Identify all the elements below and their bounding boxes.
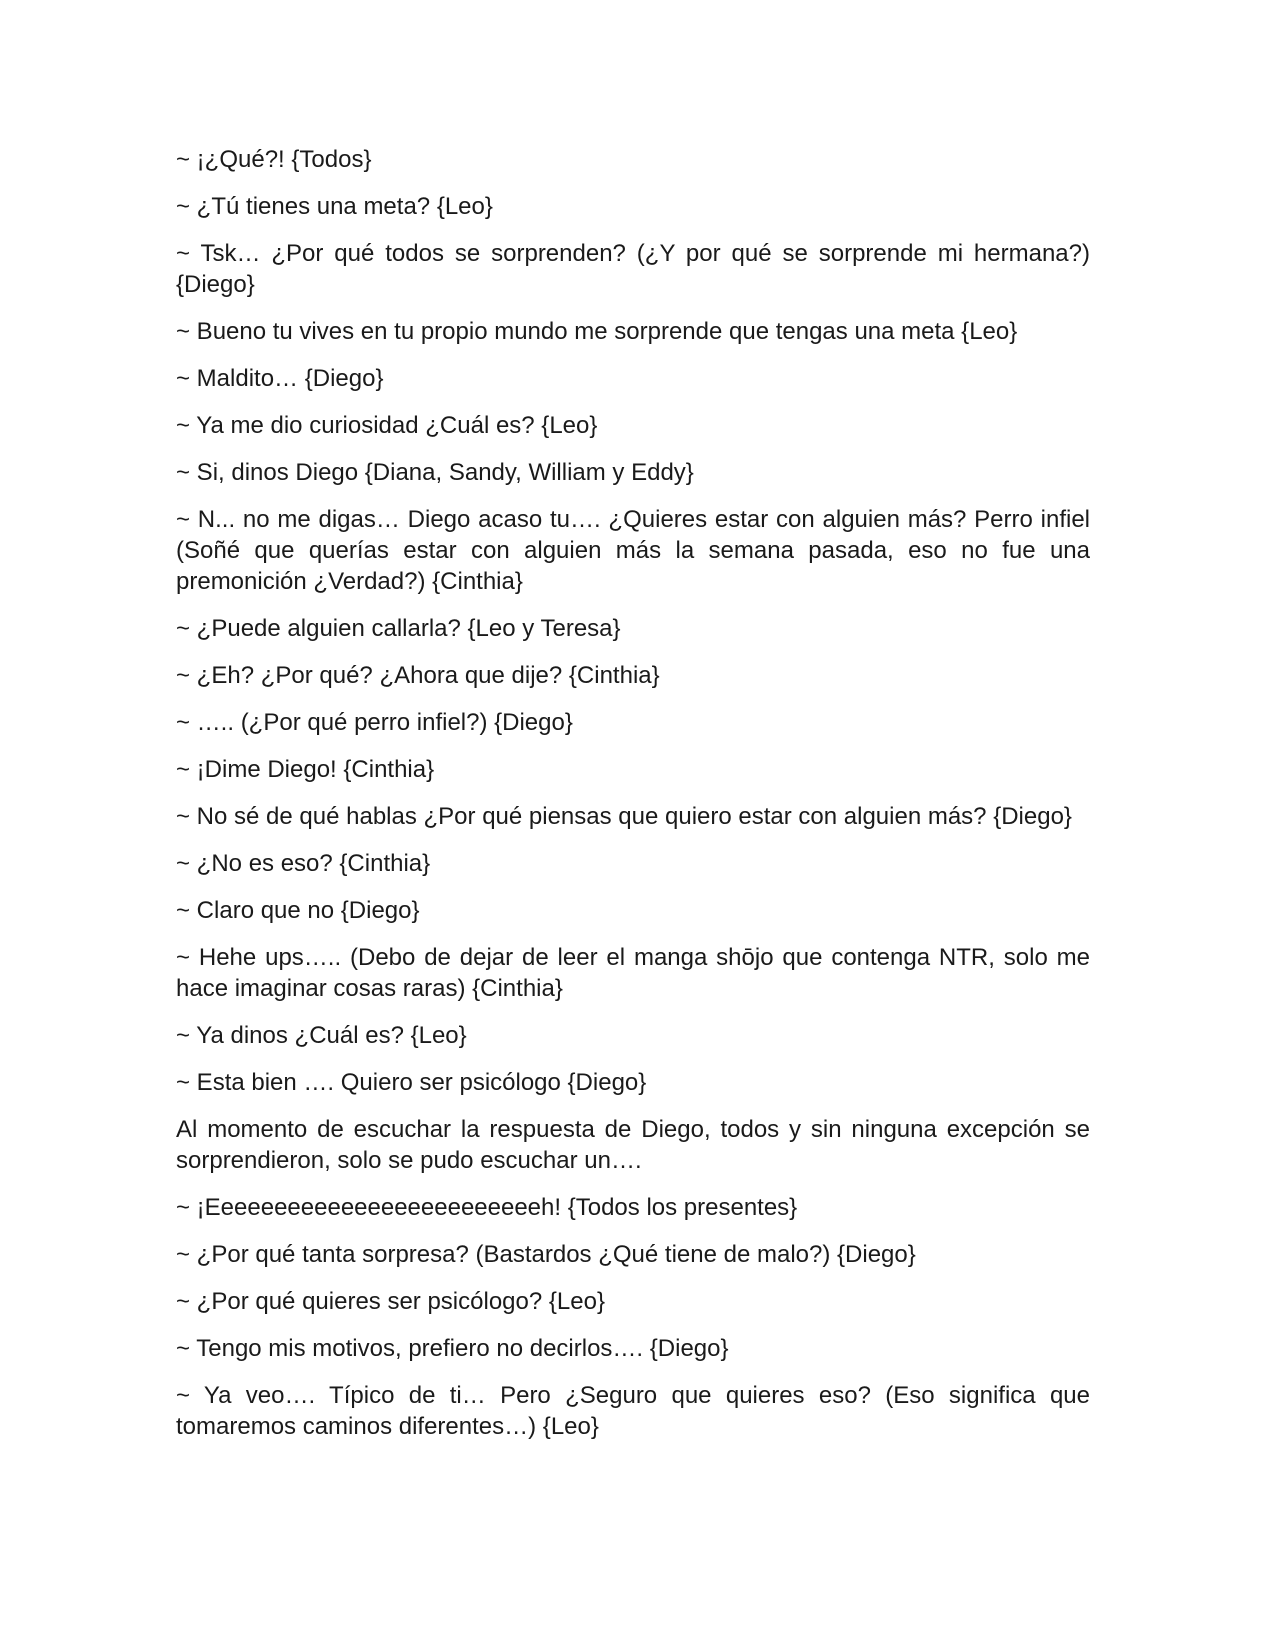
paragraph: ~ No sé de qué hablas ¿Por qué piensas que quiero estar con alguien más? {Diego} [176, 803, 1072, 830]
paragraph: ~ Ya dinos ¿Cuál es? {Leo} [176, 1022, 467, 1049]
paragraph: ~ N... no me digas… Diego acaso tu…. ¿Quieres estar con alguien más? Perro infiel (Soñé que querías estar con alguien más la semana pasada, eso no fue una premonición ¿Verdad?) {Cinthia} [176, 506, 1090, 595]
paragraph: ~ Si, dinos Diego {Diana, Sandy, William y Eddy} [176, 459, 694, 486]
paragraph: ~ ¡¿Qué?! {Todos} [176, 146, 372, 173]
paragraph: ~ Ya me dio curiosidad ¿Cuál es? {Leo} [176, 412, 598, 439]
paragraph: ~ ¿Eh? ¿Por qué? ¿Ahora que dije? {Cinthia} [176, 662, 660, 689]
paragraph: ~ ¿Por qué quieres ser psicólogo? {Leo} [176, 1288, 605, 1315]
paragraph: ~ Esta bien …. Quiero ser psicólogo {Diego} [176, 1069, 647, 1096]
paragraph: ~ Ya veo…. Típico de ti… Pero ¿Seguro que quieres eso? (Eso significa que tomaremos caminos diferentes…) {Leo} [176, 1382, 1090, 1440]
paragraph: ~ Tengo mis motivos, prefiero no decirlos…. {Diego} [176, 1335, 729, 1362]
paragraph: ~ Maldito… {Diego} [176, 365, 384, 392]
paragraph: ~ Hehe ups….. (Debo de dejar de leer el manga shōjo que contenga NTR, solo me hace imaginar cosas raras) {Cinthia} [176, 944, 1090, 1002]
paragraph: ~ Bueno tu vives en tu propio mundo me sorprende que tengas una meta {Leo} [176, 318, 1018, 345]
document-body [176, 144, 1090, 1458]
paragraph: ~ ¡Dime Diego! {Cinthia} [176, 756, 435, 783]
paragraph: ~ ¿No es eso? {Cinthia} [176, 850, 431, 877]
paragraph: ~ ¿Puede alguien callarla? {Leo y Teresa} [176, 615, 621, 642]
paragraph: ~ ¡Eeeeeeeeeeeeeeeeeeeeeeeeeh! {Todos los presentes} [176, 1194, 798, 1221]
paragraph: ~ ….. (¿Por qué perro infiel?) {Diego} [176, 709, 573, 736]
paragraph: ~ ¿Tú tienes una meta? {Leo} [176, 193, 493, 220]
narration-paragraph: Al momento de escuchar la respuesta de Diego, todos y sin ninguna excepción se sorprendieron, solo se pudo escuchar un…. [176, 1116, 1090, 1174]
paragraph: ~ Claro que no {Diego} [176, 897, 420, 924]
paragraph: ~ Tsk… ¿Por qué todos se sorprenden? (¿Y por qué se sorprende mi hermana?) {Diego} [176, 240, 1090, 298]
paragraph: ~ ¿Por qué tanta sorpresa? (Bastardos ¿Qué tiene de malo?) {Diego} [176, 1241, 916, 1268]
